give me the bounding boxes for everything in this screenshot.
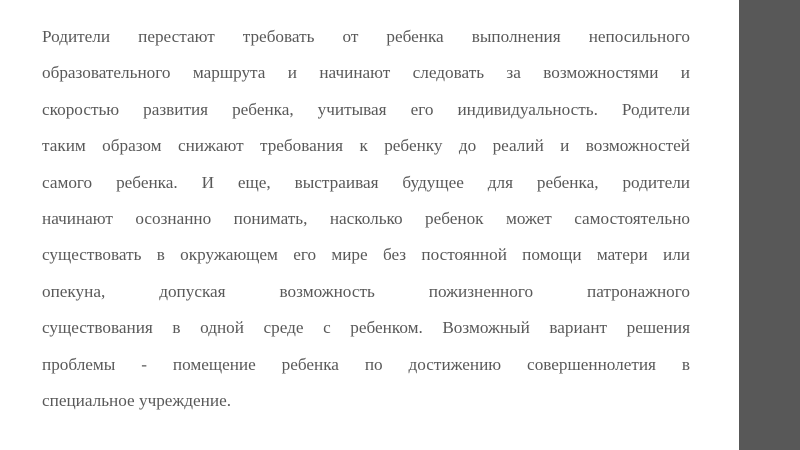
text-line: существовать в окружающем его мире без постоянной помощи матери или [42, 245, 690, 265]
text-line: образовательного маршрута и начинают следовать за возможностями и [42, 63, 690, 83]
text-line-last: специальное учреждение. [42, 390, 232, 410]
side-accent-bar [739, 0, 800, 450]
text-line: опекуна, допуская возможность пожизненного патронажного [42, 281, 690, 301]
body-paragraph [42, 19, 690, 419]
text-line: начинают осознанно понимать, насколько ребенок может самостоятельно [42, 208, 690, 228]
text-line: Родители перестают требовать от ребенка выполнения непосильного [42, 27, 690, 46]
text-line: самого ребенка. И еще, выстраивая будущее для ребенка, родители [42, 172, 690, 192]
text-line: проблемы - помещение ребенка по достижению совершеннолетия в [42, 354, 690, 374]
text-line: скоростью развития ребенка, учитывая его индивидуальность. Родители [42, 99, 690, 119]
text-line: существования в одной среде с ребенком. Возможный вариант решения [42, 318, 690, 338]
text-line: таким образом снижают требования к ребенку до реалий и возможностей [42, 136, 690, 156]
